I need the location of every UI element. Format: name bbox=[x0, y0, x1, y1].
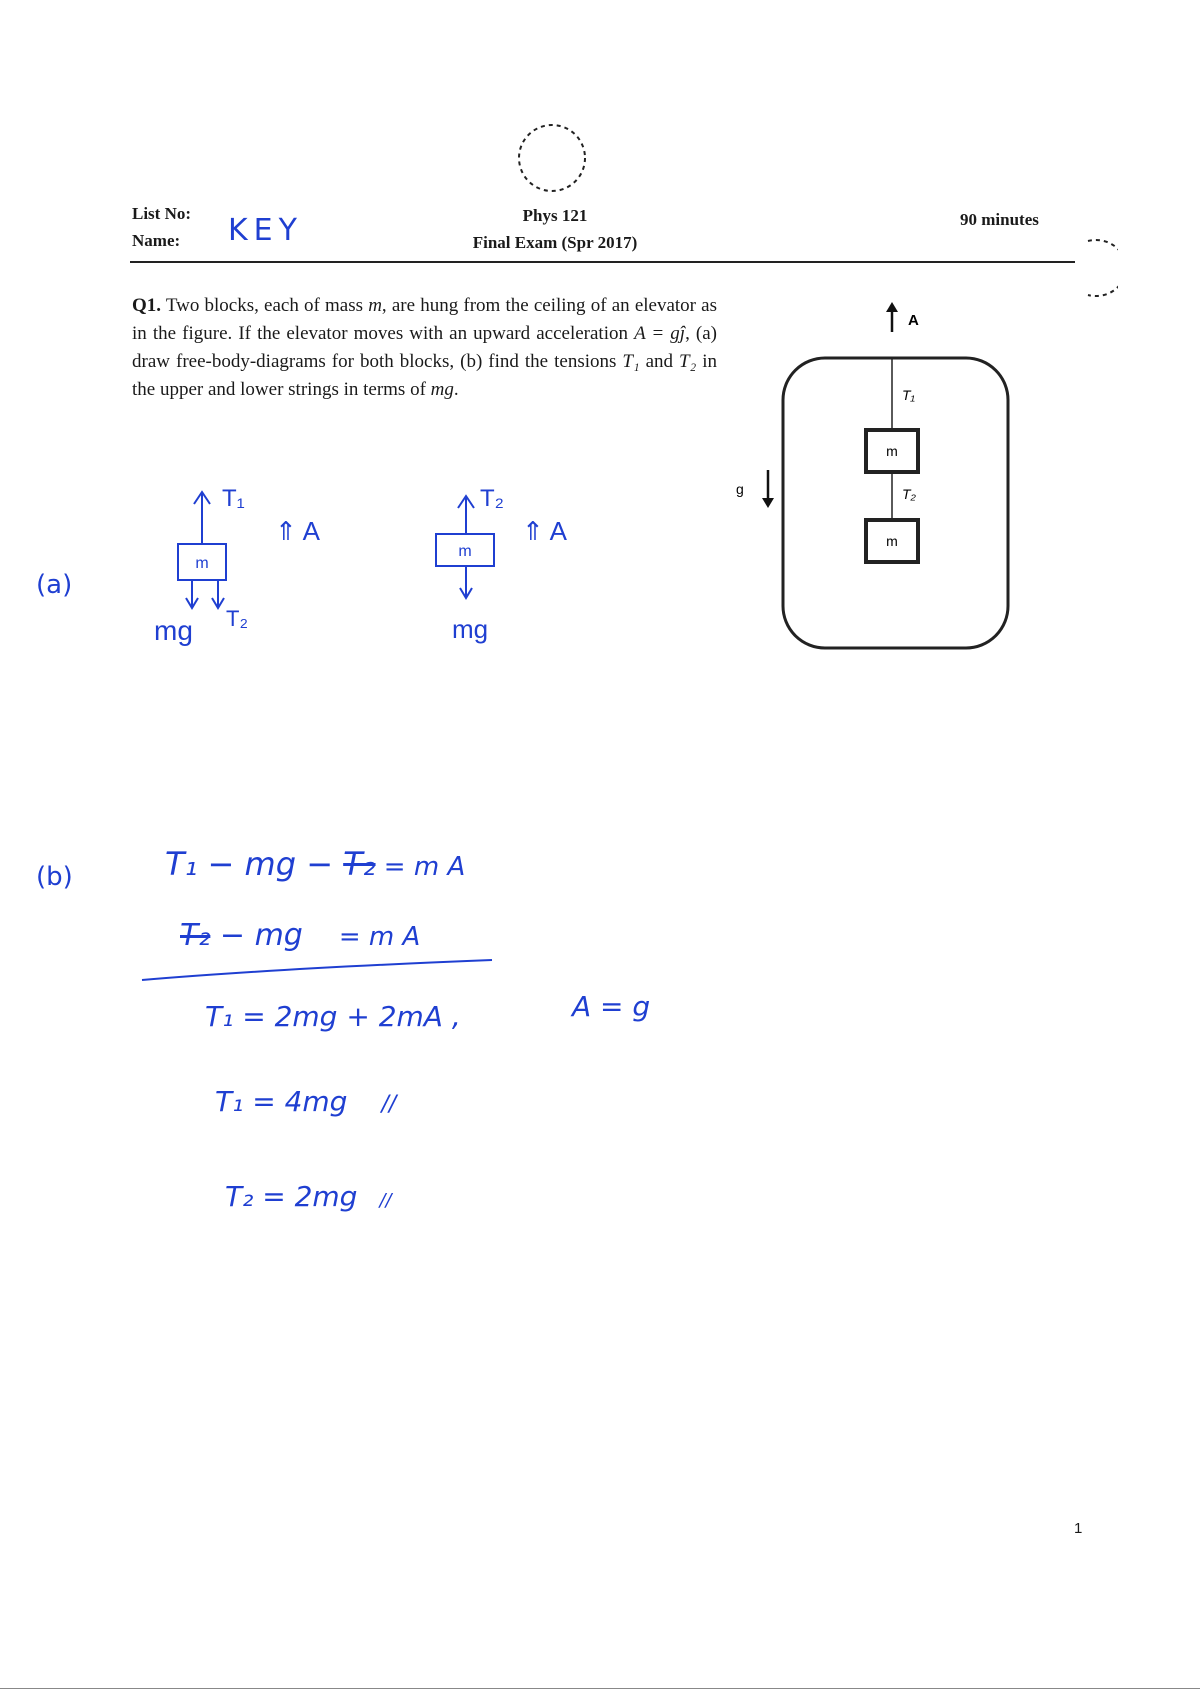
question-number: Q1. bbox=[132, 295, 162, 316]
eq-line-2: T₂ − mg = m A bbox=[180, 918, 421, 953]
fbd1-block: m bbox=[195, 555, 209, 572]
page-edge bbox=[0, 1688, 1200, 1689]
fbd2-accel: ⇑ A bbox=[522, 516, 567, 546]
eq-line-3-note: A = g bbox=[572, 990, 651, 1023]
duration: 90 minutes bbox=[960, 210, 1039, 229]
sum-line bbox=[140, 958, 500, 982]
eq-line-1: T₁ − mg − T₂ = m A bbox=[165, 845, 466, 883]
final-mark-2: // bbox=[379, 1190, 392, 1211]
page-number: 1 bbox=[1074, 1520, 1083, 1537]
header-rule bbox=[130, 261, 1075, 263]
name-value[interactable]: KEY bbox=[228, 213, 303, 248]
upper-block-label: m bbox=[886, 443, 898, 459]
t1-label: T₁ bbox=[902, 387, 915, 403]
fbd2-t2: T₂ bbox=[480, 485, 504, 512]
accel-label: A bbox=[908, 312, 919, 329]
eq2-cancelled-t2: T₂ bbox=[180, 918, 211, 953]
lower-block-label: m bbox=[886, 533, 898, 549]
question-text: Q1. Two blocks, each of mass m, are hung from the ceiling of an elevator as in the figure. If the elevator moves with an upward acceleration A = gĵ, (a) draw free-body-diagrams for both blocks, (b) find the tensions T₁ and T₂ in the upper and lower strings in terms of mg. bbox=[132, 295, 718, 400]
eq-line-5: T₂ = 2mg // bbox=[225, 1180, 392, 1213]
fbd2-block: m bbox=[458, 543, 472, 560]
course-title: Phys 121 bbox=[522, 206, 588, 225]
list-no-label: List No: bbox=[132, 204, 192, 223]
part-b-label: (b) bbox=[36, 862, 73, 892]
elevator-figure bbox=[730, 298, 1020, 658]
eq1-cancelled-t2: T₂ bbox=[343, 845, 376, 883]
gravity-arrow bbox=[762, 470, 774, 508]
eq-line-3: T₁ = 2mg + 2mA , bbox=[205, 1000, 461, 1033]
fbd1-t1: T₁ bbox=[222, 485, 245, 512]
fbd1-t2: T₂ bbox=[226, 606, 248, 631]
fbd-block-2 bbox=[410, 478, 630, 678]
eq-line-4: T₁ = 4mg // bbox=[215, 1085, 397, 1118]
t2-label: T₂ bbox=[902, 486, 916, 502]
fbd2-mg: mg bbox=[452, 614, 489, 644]
binding-hole-top bbox=[517, 120, 587, 196]
elevator-car bbox=[783, 358, 1008, 648]
name-label: Name: bbox=[132, 231, 181, 250]
accel-arrow bbox=[886, 302, 898, 332]
gravity-label: g bbox=[736, 481, 744, 497]
part-a-label: (a) bbox=[36, 570, 73, 600]
binding-hole-right bbox=[1048, 238, 1118, 300]
fbd1-mg: mg bbox=[154, 615, 193, 646]
acceleration-vector: A = gĵ bbox=[634, 323, 686, 344]
final-mark-1: // bbox=[381, 1092, 397, 1117]
fbd1-accel: ⇑ A bbox=[275, 516, 320, 546]
exam-title: Final Exam (Spr 2017) bbox=[472, 233, 638, 252]
fbd-block-1 bbox=[140, 478, 360, 678]
